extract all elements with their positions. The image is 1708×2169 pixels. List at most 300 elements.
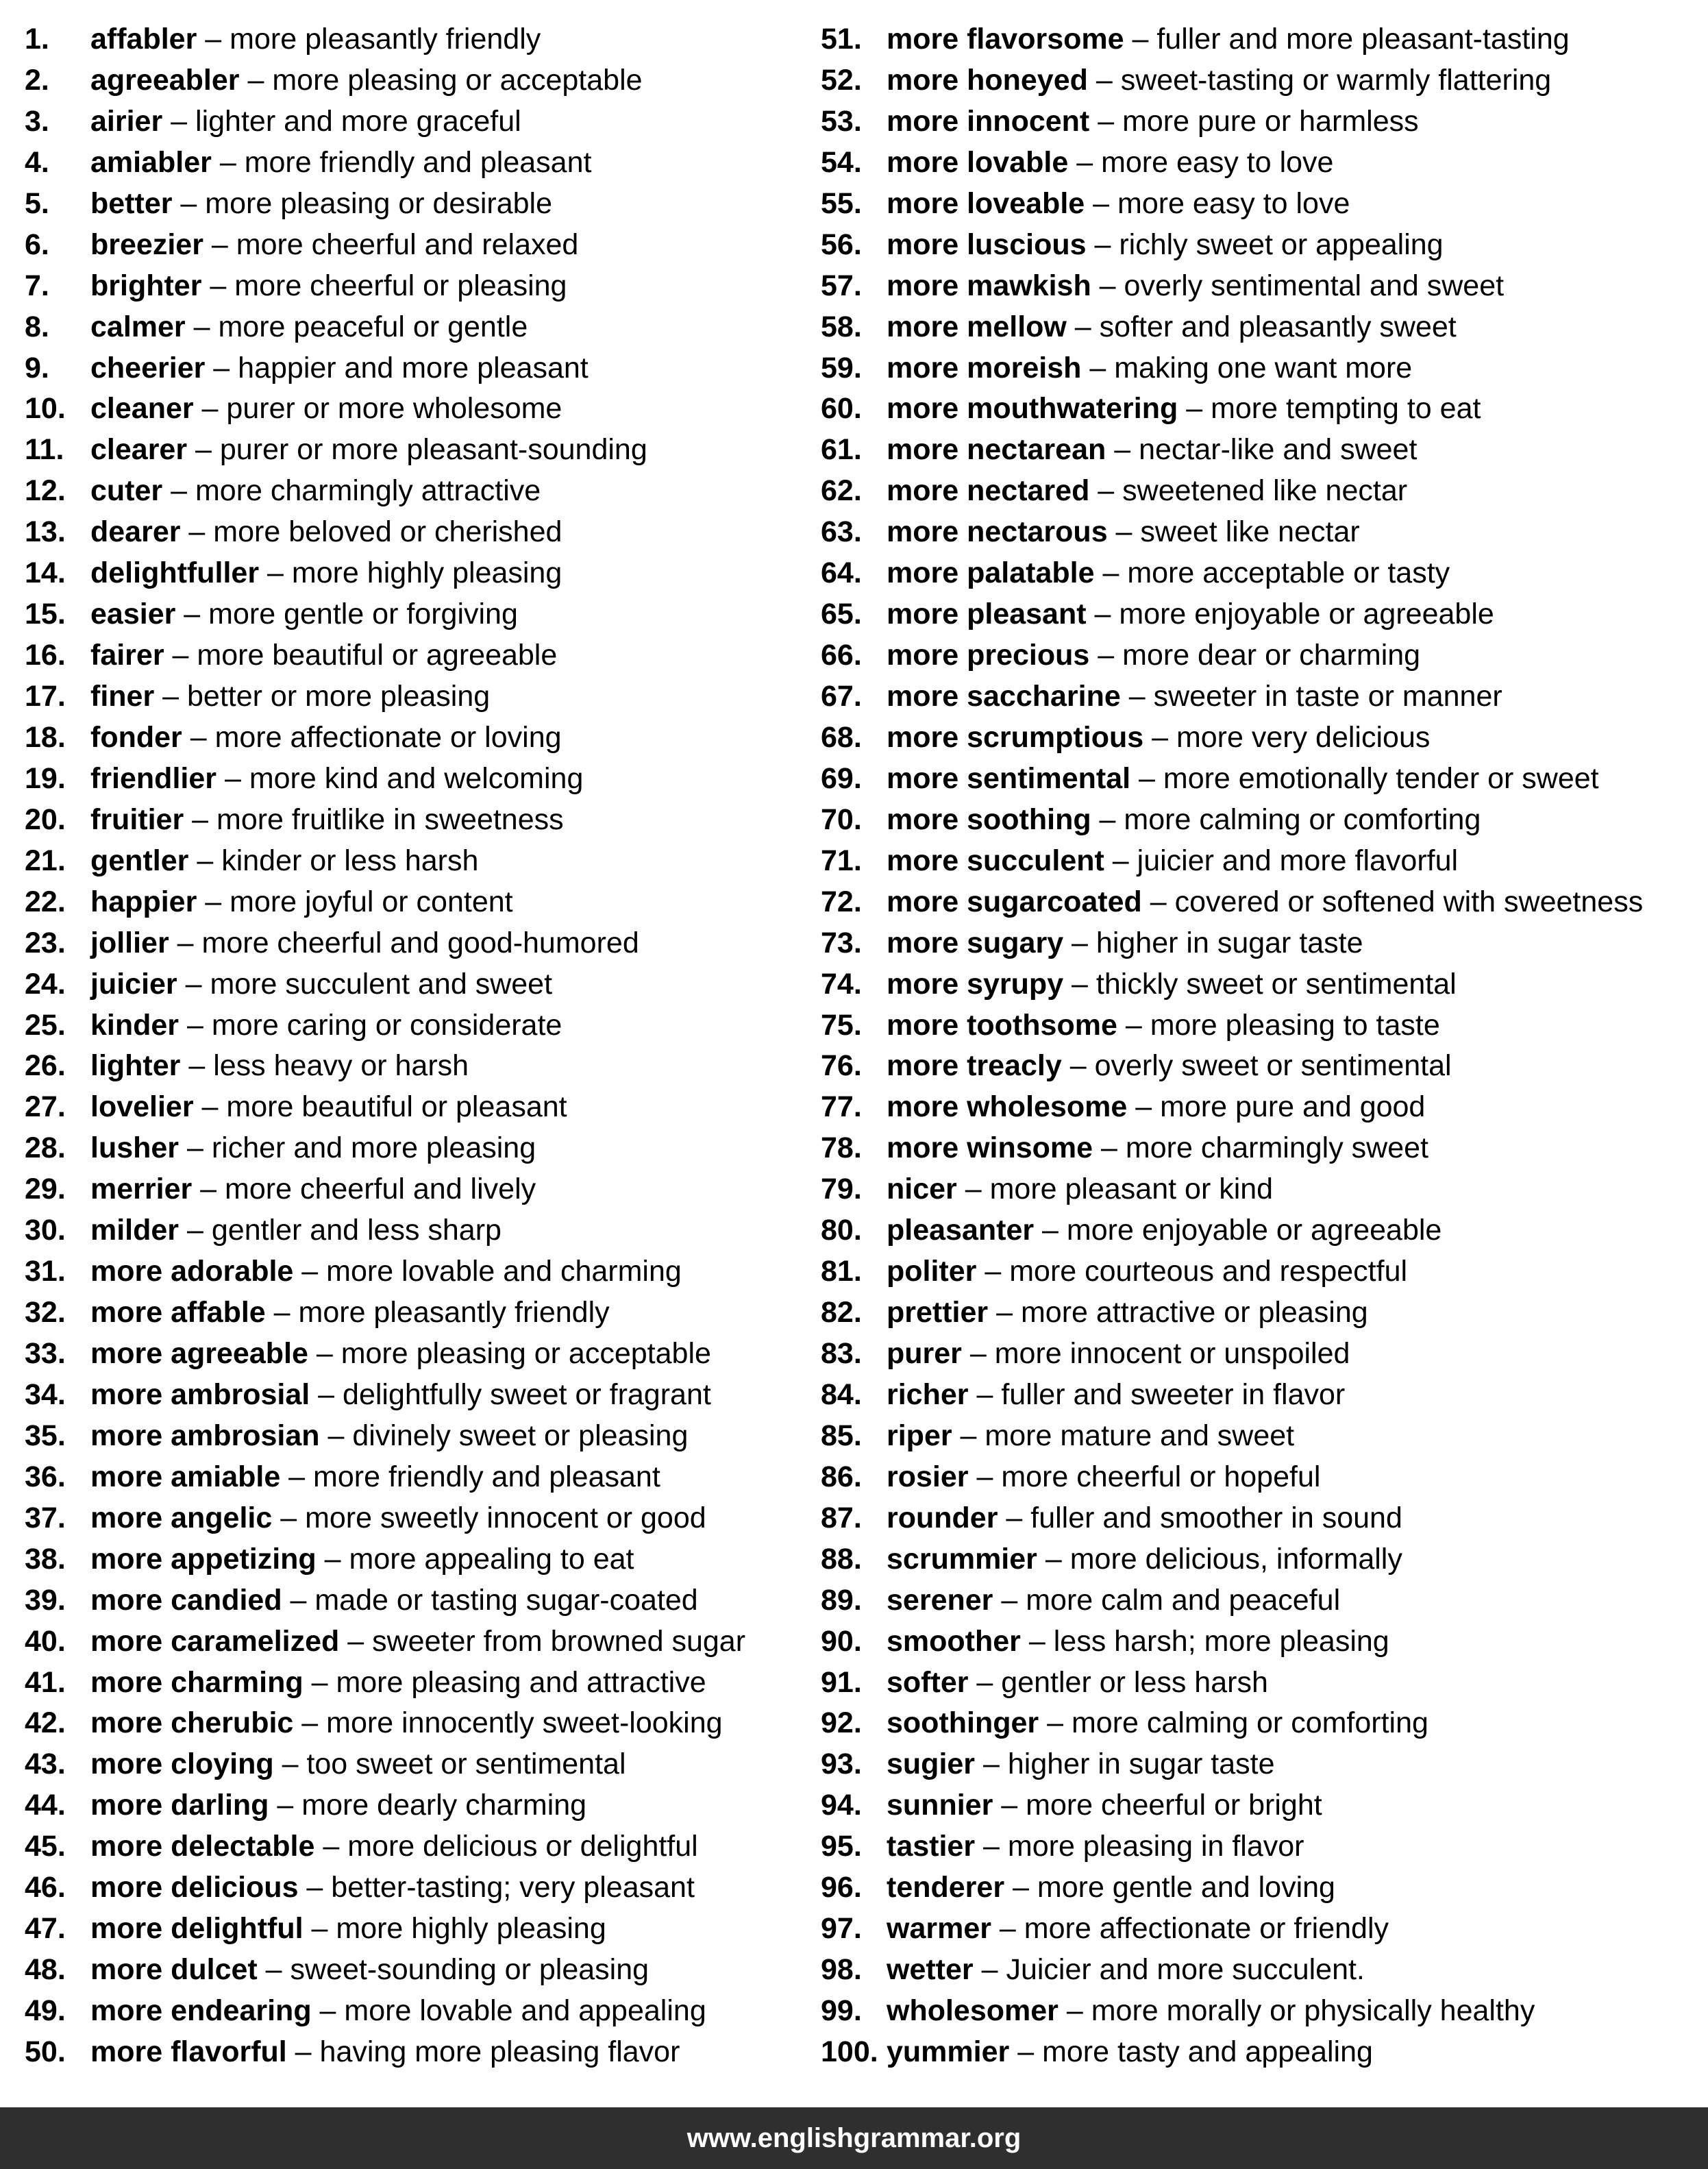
- list-item: [821, 1580, 1701, 1621]
- entry-definition: more cheerful or pleasing: [234, 269, 567, 302]
- entry-definition: lighter and more graceful: [195, 104, 521, 138]
- entry-term: more mawkish: [887, 269, 1091, 302]
- entry-term: yummier: [887, 2035, 1010, 2068]
- entry-definition: kinder or less harsh: [221, 844, 479, 877]
- list-item: [821, 1539, 1701, 1580]
- entry-term: more cloying: [90, 1748, 274, 1781]
- entry-separator: –: [314, 1830, 348, 1863]
- entry-text: [887, 1169, 1273, 1210]
- entry-number: 72.: [821, 885, 862, 918]
- list-item: [25, 718, 813, 759]
- entry-term: more cherubic: [90, 1706, 294, 1740]
- entry-term: cuter: [90, 474, 163, 508]
- entry-number: 94.: [821, 1789, 862, 1822]
- entry-separator: –: [976, 1255, 1010, 1288]
- entry-number: 19.: [25, 761, 66, 795]
- entry-term: brighter: [90, 269, 202, 302]
- entry-text: [90, 1210, 502, 1251]
- entry-number: 64.: [821, 556, 862, 590]
- entry-term: warmer: [887, 1912, 991, 1946]
- entry-number: 20.: [25, 802, 66, 836]
- entry-number: 70.: [821, 802, 862, 836]
- list-item: [25, 1580, 813, 1621]
- right-column-list: [821, 19, 1701, 2073]
- list-item: [821, 1703, 1701, 1744]
- entry-text: [887, 1292, 1368, 1334]
- entry-definition: more cheerful and good-humored: [201, 926, 639, 959]
- entry-term: purer: [887, 1337, 962, 1370]
- entry-text: [887, 1580, 1340, 1621]
- entry-term: more endearing: [90, 1994, 312, 2027]
- list-item: [821, 225, 1701, 266]
- entry-term: more nectared: [887, 474, 1090, 508]
- list-item: [25, 143, 813, 184]
- entry-text: [90, 1334, 711, 1375]
- entry-number: 26.: [25, 1049, 66, 1083]
- entry-definition: more gentle and loving: [1037, 1871, 1335, 1904]
- entry-text: [90, 882, 513, 923]
- entry-number: 95.: [821, 1830, 862, 1863]
- list-item: [25, 1005, 813, 1046]
- entry-number: 75.: [821, 1008, 862, 1042]
- entry-definition: more pure or harmless: [1122, 104, 1419, 138]
- entry-separator: –: [293, 1706, 327, 1740]
- entry-number: 79.: [821, 1173, 862, 1206]
- entry-separator: –: [991, 1912, 1024, 1946]
- list-item: [25, 184, 813, 225]
- entry-text: [887, 101, 1419, 143]
- entry-definition: more pleasing in flavor: [1007, 1830, 1304, 1863]
- entry-number: 6.: [25, 228, 49, 261]
- entry-number: 100.: [821, 2035, 878, 2068]
- entry-definition: less heavy or harsh: [213, 1049, 469, 1083]
- entry-term: more mellow: [887, 310, 1067, 343]
- entry-number: 73.: [821, 926, 862, 959]
- entry-number: 69.: [821, 761, 862, 795]
- list-item: [25, 1991, 813, 2032]
- entry-text: [90, 841, 478, 882]
- entry-term: more lovable: [887, 145, 1069, 179]
- entry-number: 67.: [821, 680, 862, 713]
- entry-term: politer: [887, 1255, 977, 1288]
- list-item: [25, 1334, 813, 1375]
- entry-definition: sweeter from browned sugar: [372, 1624, 746, 1658]
- entry-definition: more pleasing and attractive: [336, 1665, 706, 1699]
- list-item: [25, 1169, 813, 1210]
- list-item: [821, 1210, 1701, 1251]
- entry-definition: more cheerful and relaxed: [236, 228, 579, 261]
- entry-separator: –: [998, 1501, 1031, 1534]
- list-item: [25, 1498, 813, 1539]
- list-item: [821, 553, 1701, 594]
- entry-term: more agreeable: [90, 1337, 308, 1370]
- list-item: [25, 759, 813, 800]
- list-item: [25, 676, 813, 718]
- entry-number: 71.: [821, 844, 862, 877]
- entry-separator: –: [184, 802, 216, 836]
- entry-term: dearer: [90, 515, 181, 549]
- entry-text: [887, 1334, 1350, 1375]
- entry-text: [887, 841, 1458, 882]
- entry-text: [90, 1005, 562, 1046]
- entry-number: 90.: [821, 1624, 862, 1658]
- entry-text: [887, 430, 1417, 471]
- entry-separator: –: [197, 23, 230, 56]
- list-item: [25, 1292, 813, 1334]
- entry-text: [90, 1950, 649, 1991]
- entry-number: 44.: [25, 1789, 66, 1822]
- entry-definition: less harsh; more pleasing: [1053, 1624, 1389, 1658]
- entry-term: more delicious: [90, 1871, 299, 1904]
- list-item: [25, 882, 813, 923]
- entry-term: lovelier: [90, 1090, 194, 1124]
- entry-definition: more pure and good: [1160, 1090, 1426, 1124]
- entry-number: 36.: [25, 1460, 66, 1493]
- entry-number: 59.: [821, 351, 862, 384]
- entry-text: [90, 1046, 469, 1087]
- entry-definition: made or tasting sugar-coated: [314, 1583, 698, 1617]
- entry-text: [90, 1826, 698, 1867]
- entry-number: 18.: [25, 720, 66, 754]
- entry-text: [887, 718, 1430, 759]
- entry-number: 68.: [821, 720, 862, 754]
- list-item: [821, 1046, 1701, 1087]
- left-column-list: [25, 19, 813, 2073]
- entry-definition: more appealing to eat: [349, 1542, 634, 1576]
- entry-text: [887, 60, 1551, 101]
- list-item: [821, 1950, 1701, 1991]
- entry-text: [90, 964, 552, 1005]
- list-item: [821, 101, 1701, 143]
- entry-number: 49.: [25, 1994, 66, 2027]
- list-item: [25, 1663, 813, 1704]
- list-item: [821, 1457, 1701, 1498]
- entry-number: 48.: [25, 1953, 66, 1987]
- entry-separator: –: [265, 1296, 299, 1329]
- entry-separator: –: [1093, 1131, 1126, 1165]
- entry-text: [90, 307, 528, 348]
- entry-separator: –: [1089, 104, 1123, 138]
- entry-definition: more enjoyable or agreeable: [1119, 598, 1494, 631]
- list-item: [821, 430, 1701, 471]
- entry-term: fairer: [90, 639, 164, 672]
- entry-number: 58.: [821, 310, 862, 343]
- entry-definition: more cheerful or bright: [1026, 1789, 1322, 1822]
- entry-term: pleasanter: [887, 1214, 1035, 1247]
- entry-term: more nectarean: [887, 433, 1106, 467]
- entry-number: 99.: [821, 1994, 862, 2027]
- entry-text: [90, 101, 521, 143]
- entry-separator: –: [154, 680, 187, 713]
- entry-term: more delightful: [90, 1912, 304, 1946]
- entry-text: [887, 307, 1457, 348]
- entry-term: clearer: [90, 433, 188, 467]
- entry-number: 97.: [821, 1912, 862, 1946]
- entry-definition: more cheerful and lively: [225, 1173, 536, 1206]
- list-item: [25, 1457, 813, 1498]
- entry-separator: –: [1127, 1090, 1161, 1124]
- entry-definition: divinely sweet or pleasing: [352, 1419, 689, 1452]
- entry-number: 98.: [821, 1953, 862, 1987]
- entry-text: [887, 348, 1412, 389]
- entry-definition: more attractive or pleasing: [1020, 1296, 1368, 1329]
- entry-separator: –: [282, 1583, 315, 1617]
- entry-text: [887, 1457, 1320, 1498]
- entry-definition: more highly pleasing: [291, 556, 562, 590]
- entry-definition: sweet-sounding or pleasing: [290, 1953, 649, 1987]
- entry-text: [887, 184, 1350, 225]
- entry-separator: –: [1039, 1706, 1072, 1740]
- entry-definition: more tasty and appealing: [1042, 2035, 1373, 2068]
- entry-definition: more succulent and sweet: [210, 967, 553, 1001]
- entry-definition: fuller and more pleasant-tasting: [1156, 23, 1570, 56]
- entry-separator: –: [187, 433, 220, 467]
- entry-separator: –: [1086, 598, 1119, 631]
- list-item: [25, 841, 813, 882]
- entry-term: friendlier: [90, 761, 216, 795]
- entry-number: 53.: [821, 104, 862, 138]
- entry-separator: –: [280, 1460, 314, 1493]
- entry-separator: –: [1068, 145, 1102, 179]
- entry-separator: –: [216, 761, 249, 795]
- entry-text: [90, 1169, 536, 1210]
- entry-separator: –: [179, 1131, 212, 1165]
- entry-number: 2.: [25, 63, 49, 97]
- footer-bar: [0, 2107, 1708, 2169]
- entry-text: [90, 1867, 695, 1909]
- entry-number: 5.: [25, 186, 49, 220]
- list-item: [25, 1087, 813, 1128]
- entry-definition: better or more pleasing: [187, 680, 491, 713]
- list-item: [821, 1498, 1701, 1539]
- entry-text: [887, 1005, 1440, 1046]
- entry-definition: more tempting to eat: [1211, 392, 1481, 426]
- entry-definition: more very delicious: [1176, 720, 1431, 754]
- list-item: [25, 1909, 813, 1950]
- entry-number: 17.: [25, 680, 66, 713]
- entry-term: cleaner: [90, 392, 194, 426]
- entry-definition: more gentle or forgiving: [208, 598, 518, 631]
- entry-definition: more delicious, informally: [1069, 1542, 1402, 1576]
- list-item: [821, 594, 1701, 635]
- entry-term: more candied: [90, 1583, 282, 1617]
- list-item: [821, 1867, 1701, 1909]
- entry-separator: –: [316, 1542, 349, 1576]
- entry-definition: covered or softened with sweetness: [1174, 885, 1644, 918]
- entry-number: 93.: [821, 1748, 862, 1781]
- list-item: [821, 676, 1701, 718]
- entry-separator: –: [193, 1090, 227, 1124]
- entry-text: [90, 594, 518, 635]
- list-item: [821, 1292, 1701, 1334]
- entry-text: [90, 1292, 610, 1334]
- entry-separator: –: [1086, 228, 1119, 261]
- list-item: [821, 923, 1701, 964]
- entry-separator: –: [339, 1624, 373, 1658]
- entry-text: [887, 882, 1643, 923]
- entry-number: 41.: [25, 1665, 66, 1699]
- entry-term: more amiable: [90, 1460, 281, 1493]
- entry-text: [90, 676, 490, 718]
- entry-number: 55.: [821, 186, 862, 220]
- list-item: [821, 389, 1701, 430]
- entry-text: [887, 225, 1444, 266]
- entry-definition: more pleasing or acceptable: [272, 63, 643, 97]
- entry-separator: –: [177, 967, 210, 1001]
- entry-text: [90, 1375, 711, 1416]
- entry-text: [90, 143, 591, 184]
- list-item: [821, 1416, 1701, 1457]
- entry-definition: gentler or less harsh: [1001, 1665, 1268, 1699]
- entry-text: [887, 923, 1363, 964]
- entry-definition: more sweetly innocent or good: [305, 1501, 706, 1534]
- entry-definition: higher in sugar taste: [1007, 1748, 1275, 1781]
- entry-definition: too sweet or sentimental: [306, 1748, 626, 1781]
- entry-term: more honeyed: [887, 63, 1088, 97]
- list-item: [25, 1251, 813, 1292]
- entry-term: more darling: [90, 1789, 269, 1822]
- entry-number: 50.: [25, 2035, 66, 2068]
- entry-definition: more fruitlike in sweetness: [216, 802, 564, 836]
- entry-separator: –: [205, 351, 238, 384]
- entry-term: more charming: [90, 1665, 304, 1699]
- entry-definition: more mature and sweet: [985, 1419, 1295, 1452]
- entry-separator: –: [1058, 1994, 1091, 2027]
- entry-separator: –: [1178, 392, 1211, 426]
- entry-text: [90, 184, 552, 225]
- entry-number: 76.: [821, 1049, 862, 1083]
- list-item: [821, 1744, 1701, 1785]
- list-item: [821, 1169, 1701, 1210]
- list-item: [25, 19, 813, 60]
- entry-number: 21.: [25, 844, 66, 877]
- entry-number: 24.: [25, 967, 66, 1001]
- entry-number: 91.: [821, 1665, 862, 1699]
- entry-number: 56.: [821, 228, 862, 261]
- entry-text: [887, 1498, 1402, 1539]
- entry-definition: more affectionate or loving: [214, 720, 562, 754]
- entry-separator: –: [1130, 761, 1163, 795]
- entry-number: 28.: [25, 1131, 66, 1165]
- entry-text: [90, 1416, 688, 1457]
- entry-definition: making one want more: [1114, 351, 1413, 384]
- entry-separator: –: [968, 1377, 1002, 1411]
- entry-separator: –: [286, 2035, 320, 2068]
- entry-term: fruitier: [90, 802, 184, 836]
- list-item: [25, 1703, 813, 1744]
- entry-separator: –: [298, 1871, 332, 1904]
- entry-number: 52.: [821, 63, 862, 97]
- entry-term: better: [90, 186, 173, 220]
- entry-separator: –: [239, 63, 273, 97]
- list-item: [25, 512, 813, 553]
- list-item: [821, 1375, 1701, 1416]
- entry-text: [90, 1251, 682, 1292]
- entry-number: 31.: [25, 1255, 66, 1288]
- entry-separator: –: [1106, 433, 1139, 467]
- entry-definition: gentler and less sharp: [211, 1214, 502, 1247]
- entry-definition: more highly pleasing: [336, 1912, 606, 1946]
- entry-term: more angelic: [90, 1501, 273, 1534]
- entry-text: [90, 1744, 626, 1785]
- entry-definition: more pleasantly friendly: [298, 1296, 610, 1329]
- entry-number: 40.: [25, 1624, 66, 1658]
- entry-number: 87.: [821, 1501, 862, 1534]
- entry-term: jollier: [90, 926, 169, 959]
- list-item: [25, 1621, 813, 1663]
- entry-term: wholesomer: [887, 1994, 1059, 2027]
- list-item: [821, 2032, 1701, 2073]
- entry-number: 96.: [821, 1871, 862, 1904]
- entry-number: 38.: [25, 1542, 66, 1576]
- entry-definition: more friendly and pleasant: [244, 145, 592, 179]
- entry-text: [887, 1416, 1294, 1457]
- entry-separator: –: [303, 1665, 336, 1699]
- list-item: [25, 430, 813, 471]
- entry-term: tastier: [887, 1830, 976, 1863]
- entry-number: 42.: [25, 1706, 66, 1740]
- list-item: [821, 882, 1701, 923]
- list-item: [25, 60, 813, 101]
- entry-term: more treacly: [887, 1049, 1062, 1083]
- entry-separator: –: [1104, 844, 1137, 877]
- list-item: [25, 266, 813, 307]
- entry-term: airier: [90, 104, 163, 138]
- entry-separator: –: [269, 1789, 302, 1822]
- list-item: [821, 841, 1701, 882]
- entry-text: [887, 2032, 1373, 2073]
- entry-number: 46.: [25, 1871, 66, 1904]
- list-item: [25, 101, 813, 143]
- entry-term: serener: [887, 1583, 993, 1617]
- entry-term: affabler: [90, 23, 197, 56]
- entry-definition: overly sentimental and sweet: [1124, 269, 1505, 302]
- entry-term: sugier: [887, 1748, 976, 1781]
- entry-term: agreeabler: [90, 63, 240, 97]
- list-item: [821, 19, 1701, 60]
- entry-text: [887, 1826, 1304, 1867]
- entry-term: more sugary: [887, 926, 1064, 959]
- entry-term: more luscious: [887, 228, 1087, 261]
- entry-number: 1.: [25, 23, 49, 56]
- entry-term: more appetizing: [90, 1542, 317, 1576]
- entry-definition: more easy to love: [1101, 145, 1334, 179]
- entry-definition: more enjoyable or agreeable: [1066, 1214, 1442, 1247]
- entry-separator: –: [1107, 515, 1141, 549]
- entry-number: 57.: [821, 269, 862, 302]
- entry-term: kinder: [90, 1008, 180, 1042]
- entry-term: more scrumptious: [887, 720, 1144, 754]
- entry-text: [887, 553, 1450, 594]
- list-item: [821, 1334, 1701, 1375]
- entry-definition: more morally or physically healthy: [1091, 1994, 1535, 2027]
- entry-text: [887, 1375, 1345, 1416]
- list-item: [25, 1416, 813, 1457]
- entry-text: [90, 430, 647, 471]
- entry-definition: more pleasantly friendly: [230, 23, 541, 56]
- entry-term: wetter: [887, 1953, 974, 1987]
- entry-text: [887, 635, 1420, 676]
- list-item: [25, 2032, 813, 2073]
- entry-separator: –: [203, 228, 236, 261]
- entry-separator: –: [1091, 802, 1124, 836]
- entry-text: [887, 1867, 1335, 1909]
- entry-term: more caramelized: [90, 1624, 340, 1658]
- entry-separator: –: [1081, 351, 1115, 384]
- entry-term: more mouthwatering: [887, 392, 1178, 426]
- entry-number: 8.: [25, 310, 49, 343]
- entry-text: [887, 1087, 1425, 1128]
